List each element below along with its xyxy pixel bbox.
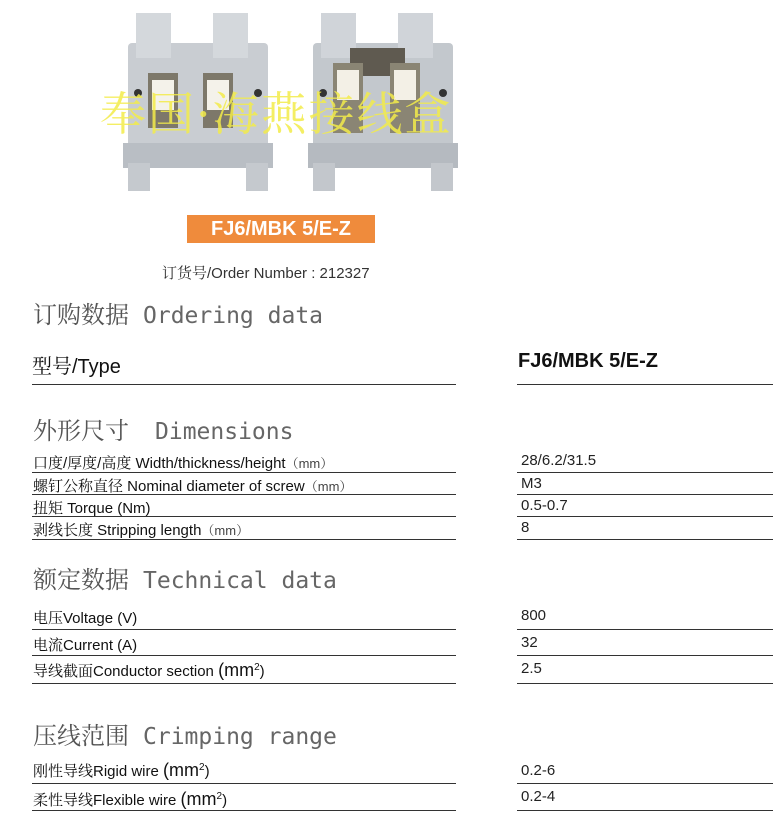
dimension-row-value: 0.5-0.7 <box>521 497 568 514</box>
divider <box>517 655 773 656</box>
ordering-heading-en: Ordering data <box>143 303 324 329</box>
crimping-heading-cn: 压线范围 <box>33 722 129 750</box>
crimping-row-value: 0.2-4 <box>521 788 556 805</box>
technical-heading-en: Technical data <box>143 568 337 594</box>
technical-heading <box>33 560 337 595</box>
dimension-row-label: 螺钉公称直径 Nominal diameter of screw（mm） <box>33 478 353 495</box>
technical-row-value: 2.5 <box>521 660 542 677</box>
dimension-row-value: 8 <box>521 519 530 536</box>
divider <box>32 629 456 630</box>
crimping-row-value: 0.2-6 <box>521 762 556 779</box>
divider <box>32 494 456 495</box>
divider <box>517 683 773 684</box>
dimension-row-value: 28/6.2/31.5 <box>521 452 597 469</box>
crimping-heading <box>33 716 337 751</box>
divider <box>517 384 773 385</box>
crimping-row-label: 刚性导线Rigid wire $(mm^2)$ <box>33 760 210 780</box>
divider <box>32 516 456 517</box>
divider <box>32 384 456 385</box>
dimensions-heading <box>33 411 293 446</box>
divider <box>517 516 773 517</box>
divider <box>517 472 773 473</box>
technical-row-label: 导线截面Conductor section $(mm^2)$ <box>33 660 265 680</box>
divider <box>32 655 456 656</box>
dimension-row-label: 剥线长度 Stripping length（mm） <box>33 522 250 539</box>
type-value: FJ6/MBK 5/E-Z <box>518 350 659 372</box>
divider <box>517 494 773 495</box>
divider <box>517 783 773 784</box>
divider <box>32 683 456 684</box>
divider <box>517 539 773 540</box>
divider <box>32 783 456 784</box>
divider <box>32 810 456 811</box>
divider <box>517 629 773 630</box>
divider <box>32 539 456 540</box>
technical-row-label: 电流Current (A) <box>33 637 138 654</box>
ordering-heading <box>33 295 323 330</box>
dimensions-heading-en: Dimensions <box>155 419 294 445</box>
dimension-row-label: 扭矩 Torque (Nm) <box>33 500 151 517</box>
watermark-text: 奉国·海燕接线盒 <box>100 87 453 141</box>
dimension-row-label: 口度/厚度/高度 Width/thickness/height（mm） <box>33 455 334 472</box>
dimension-row-value: M3 <box>521 475 542 492</box>
ordering-heading-cn: 订购数据 <box>33 301 129 329</box>
type-label: 型号/Type <box>32 356 121 378</box>
technical-heading-cn: 额定数据 <box>33 566 129 594</box>
order-number: 订货号/Order Number : 212327 <box>162 265 370 282</box>
technical-row-value: 800 <box>521 607 547 624</box>
divider <box>517 810 773 811</box>
technical-row-label: 电压Voltage (V) <box>33 610 138 627</box>
technical-row-value: 32 <box>521 634 538 651</box>
crimping-heading-en: Crimping range <box>143 724 337 750</box>
crimping-row-label: 柔性导线Flexible wire $(mm^2)$ <box>33 789 228 809</box>
divider <box>32 472 456 473</box>
model-badge: FJ6/MBK 5/E-Z <box>187 215 375 243</box>
dimensions-heading-cn: 外形尺寸 <box>33 417 129 445</box>
